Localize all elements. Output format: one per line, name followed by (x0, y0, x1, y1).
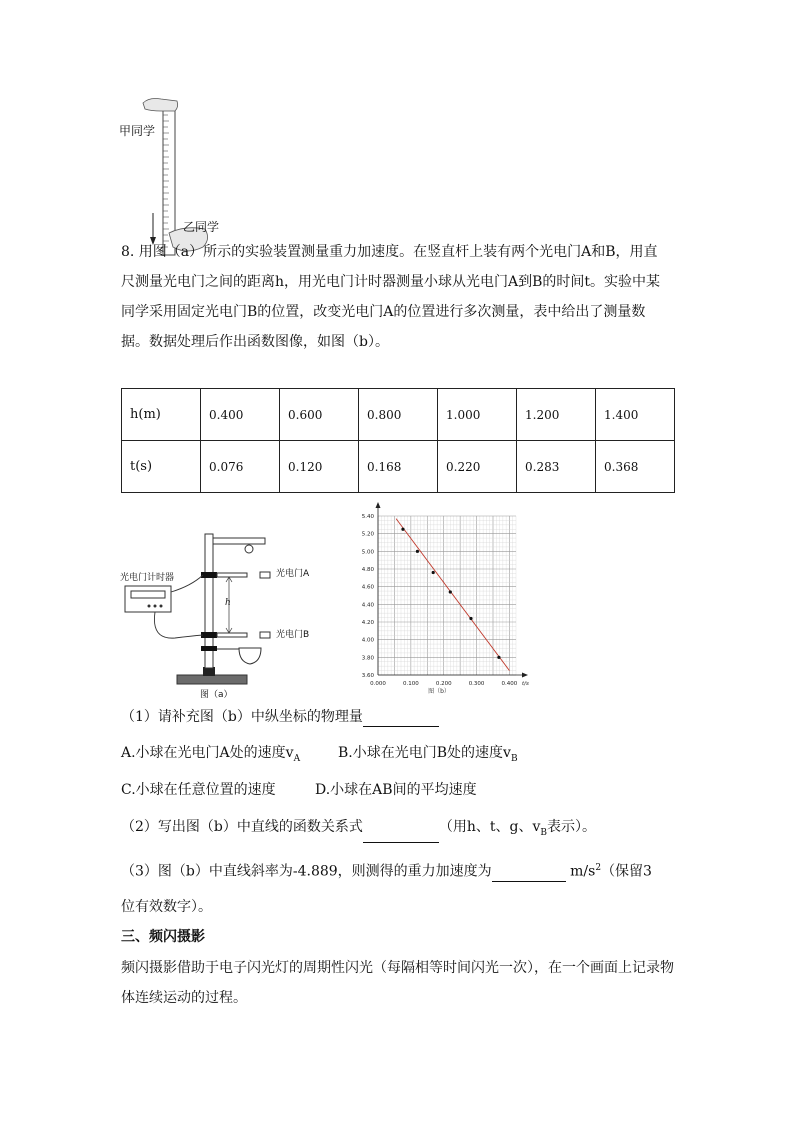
q3-unit: m/s (570, 863, 596, 880)
x-axis-arrow (522, 673, 528, 678)
figure-a-caption: 图（a） (200, 690, 233, 700)
option-b-label: B.小球在光电门B处的速度v (338, 745, 511, 761)
y-tick-label: 4.60 (361, 584, 374, 591)
q1-text (121, 707, 439, 727)
velocity-time-chart (330, 500, 540, 700)
q3-line-2: 位有效数字）。 (121, 899, 212, 915)
table-cell: 1.200 (517, 389, 596, 441)
data-point (416, 550, 419, 553)
y-tick-label: 5.00 (361, 549, 374, 556)
table-cell: 0.800 (359, 389, 438, 441)
section-line-2: 体连续运动的过程。 (121, 990, 247, 1006)
chart-caption: 图（b） (428, 688, 450, 695)
timer-label: 光电门计时器 (120, 573, 175, 583)
option-d: D.小球在AB间的平均速度 (315, 782, 477, 798)
q2-end: 表示）。 (547, 819, 597, 835)
option-b-sub: B (510, 753, 518, 764)
x-tick-label: 0.400 (501, 681, 518, 687)
option-a-sub: A (293, 753, 301, 764)
label-student-b: 乙同学 (183, 220, 220, 234)
table-cell: 0.168 (359, 441, 438, 493)
fit-line (396, 519, 509, 671)
q1-blank[interactable] (363, 712, 439, 727)
data-point (449, 590, 452, 593)
data-point (469, 617, 472, 620)
y-tick-label: 4.20 (361, 620, 374, 626)
q8-line-2: 尺测量光电门之间的距离h，用光电门计时器测量小球从光电门A到B的时间t。实验中某 (121, 274, 661, 290)
q2-text (121, 817, 596, 843)
y-axis-arrow (376, 502, 381, 508)
apparatus-figure (115, 530, 325, 700)
y-tick-label: 3.60 (361, 673, 374, 679)
x-tick-label: 0.300 (468, 681, 485, 687)
q8-line-4: 据。数据处理后作出函数图像，如图（b）。 (121, 334, 389, 350)
x-tick-label: 0.000 (370, 681, 386, 687)
h-label: h (225, 598, 231, 608)
table-cell: 0.368 (596, 441, 675, 493)
q3-post: （保留3 (601, 863, 652, 880)
table-cell: 0.600 (280, 389, 359, 441)
table-cell: 1.000 (438, 389, 517, 441)
table-cell: 0.220 (438, 441, 517, 493)
y-tick-label: 4.40 (361, 602, 374, 609)
table-cell: 0.120 (280, 441, 359, 493)
option-c: C.小球在任意位置的速度 (121, 782, 276, 798)
table-row (122, 441, 675, 493)
table-cell: 1.400 (596, 389, 675, 441)
option-b (338, 743, 518, 769)
measurement-table (121, 388, 675, 493)
q3-sup: 2 (595, 863, 602, 873)
option-a (121, 743, 300, 769)
section-line-1: 频闪摄影借助于电子闪光灯的周期性闪光（每隔相等时间闪光一次），在一个画面上记录物 (121, 960, 674, 976)
data-point (401, 528, 404, 531)
q3-label: （3）图（b）中直线斜率为-4.889，则测得的重力加速度为 (121, 863, 492, 880)
data-point (497, 656, 500, 659)
table-row (122, 389, 675, 441)
gate-b-label: 光电门B (276, 630, 310, 640)
q3-text (121, 858, 652, 882)
x-tick-label: 0.200 (435, 681, 452, 687)
gate-a-label: 光电门A (276, 569, 310, 579)
table-header-h: h(m) (122, 389, 201, 441)
y-tick-label: 5.40 (361, 514, 374, 520)
q8-line-1: 8. 用图（a）所示的实验装置测量重力加速度。在竖直杆上装有两个光电门A和B，用直 (121, 244, 658, 260)
x-tick-label: 0.100 (402, 681, 419, 687)
option-a-label: A.小球在光电门A处的速度v (121, 745, 294, 761)
data-point (432, 571, 435, 574)
label-student-a: 甲同学 (119, 124, 156, 138)
table-cell: 0.076 (201, 441, 280, 493)
y-tick-label: 4.80 (361, 567, 374, 573)
table-header-t: t(s) (122, 441, 201, 493)
y-tick-label: 4.00 (361, 637, 374, 644)
x-axis-label: t/s (522, 681, 529, 687)
section-heading: 三、频闪摄影 (121, 929, 205, 945)
y-tick-label: 3.80 (361, 655, 374, 662)
q3-blank[interactable] (492, 867, 566, 882)
q2-label: （2）写出图（b）中直线的函数关系式 (121, 819, 363, 835)
q2-blank[interactable] (363, 828, 439, 843)
q2-vars: （用h、t、g、v (438, 819, 541, 835)
q2-sub: B (540, 827, 548, 838)
q8-line-3: 同学采用固定光电门B的位置，改变光电门A的位置进行多次测量，表中给出了测量数 (121, 304, 646, 320)
table-cell: 0.283 (517, 441, 596, 493)
y-tick-label: 5.20 (361, 531, 374, 538)
q1-label: （1）请补充图（b）中纵坐标的物理量 (121, 709, 363, 725)
table-cell: 0.400 (201, 389, 280, 441)
